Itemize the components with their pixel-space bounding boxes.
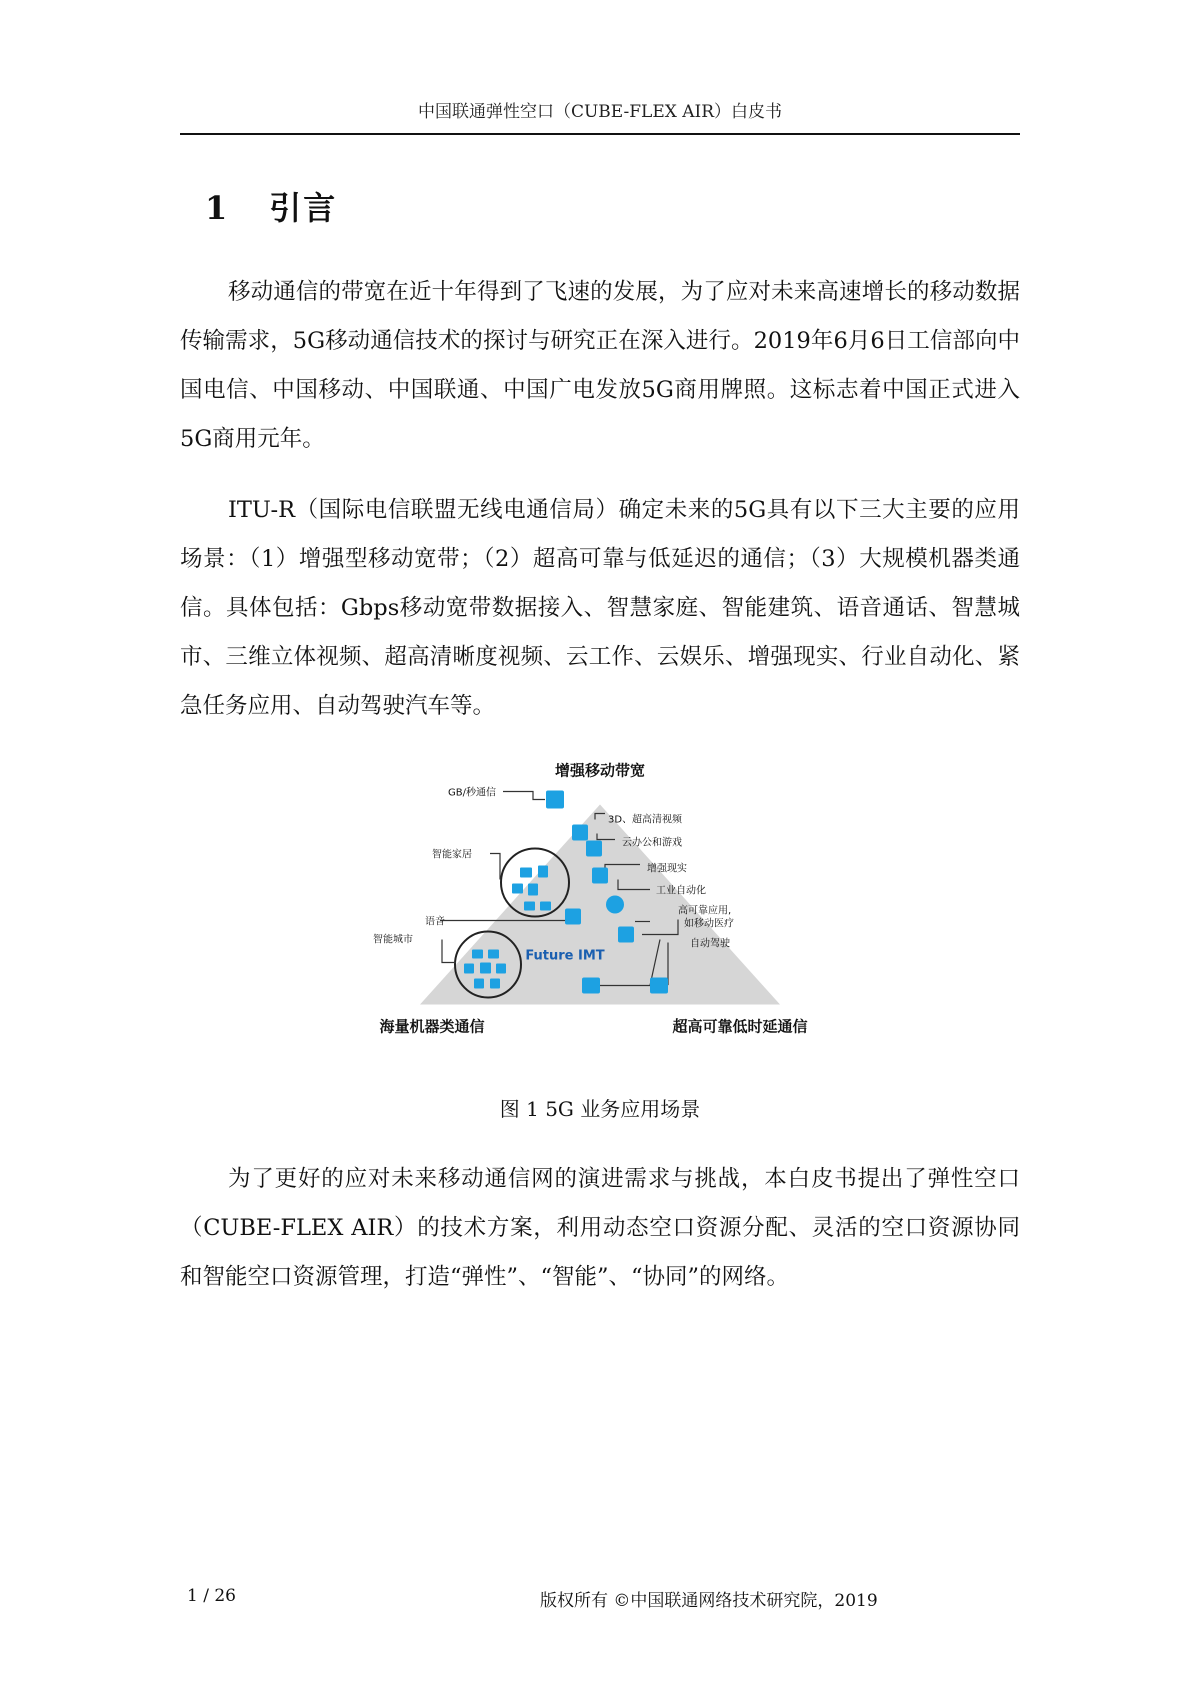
label-industry-automation: 工业自动化 [656,885,706,897]
paragraph-intro: 移动通信的带宽在近十年得到了飞速的发展，为了应对未来高速增长的移动数据传输需求，5G移动通信技术的探讨与研究正在深入进行。2019年6月6日工信部向中国电信、中国移动、中国联通、中国广电发放5G商用牌照。这标志着中国正式进入5G商用元年。 [180,279,1020,452]
section-number: 1 [205,189,230,227]
ar-icon [606,896,624,914]
label-smart-city: 智能城市 [373,934,413,946]
city-device-icon-4 [480,963,491,974]
page-number: 1 / 26 [187,1586,236,1606]
label-embb: 增强移动带宽 [554,761,646,780]
home-device-icon-4 [528,884,538,896]
home-device-icon-1 [520,868,532,878]
figure-svg [360,730,840,1070]
video-icon [572,825,588,841]
label-smart-home: 智能家居 [432,849,472,861]
automation-icon [618,927,634,943]
copyright-notice: 版权所有 ©中国联通网络技术研究院，2019 [540,1591,878,1611]
section-title: 引言 [269,189,338,227]
label-urllc: 超高可靠低时延通信 [672,1017,808,1036]
city-device-icon-7 [490,979,500,989]
home-device-icon-2 [538,866,548,878]
page-header: 中国联通弹性空口（CUBE-FLEX AIR）白皮书 [417,102,783,122]
home-device-icon-3 [512,884,523,894]
city-device-icon-5 [496,964,506,974]
drone-icon [582,978,600,994]
label-future-imt: Future IMT [525,948,605,964]
label-mmtc: 海量机器类通信 [379,1017,485,1036]
game-icon [592,868,608,884]
label-mobile-healthcare: 如移动医疗 [684,918,734,930]
car-icon [650,978,668,994]
phone-icon [565,909,581,925]
label-3d-video: 3D、超高清视频 [608,814,683,826]
database-icon [546,791,564,809]
label-autonomous-driving: 自动驾驶 [690,938,730,950]
city-device-icon-3 [464,964,474,974]
city-device-icon-6 [474,979,484,989]
home-device-icon-6 [540,902,551,911]
triangle-shape [420,805,780,1005]
city-device-icon-2 [488,950,499,959]
monitor-icon [586,841,602,857]
header-divider [180,133,1020,135]
label-high-reliability: 高可靠应用, [678,905,732,917]
figure-caption: 图 1 5G 业务应用场景 [499,1097,701,1121]
paragraph-scenarios: ITU-R（国际电信联盟无线电通信局）确定未来的5G具有以下三大主要的应用场景：（1）增强型移动宽带；（2）超高可靠与低延迟的通信；（3）大规模机器类通信。具体包括：Gbps移动宽带数据接入、智慧家庭、智能建筑、语音通话、智慧城市、三维立体视频、超高清晰度视频、云工作、云娱乐、增强现实、行业自动化、紧急任务应用、自动驾驶汽车等。 [180,497,1020,719]
paragraph-whitepaper-summary: 为了更好的应对未来移动通信网的演进需求与挑战，本白皮书提出了弹性空口（CUBE-FLEX AIR）的技术方案，利用动态空口资源分配、灵活的空口资源协同和智能空口资源管理，打造“弹性”、“智能”、“协同”的网络。 [180,1166,1020,1290]
label-gbps: GB/秒通信 [448,787,496,799]
city-device-icon-1 [472,950,483,959]
label-ar: 增强现实 [647,863,687,875]
label-voice: 语音 [425,916,445,928]
section-heading [205,183,337,229]
figure-5g-scenarios [360,730,840,1070]
label-cloud-office: 云办公和游戏 [622,837,682,849]
home-device-icon-5 [524,902,535,911]
